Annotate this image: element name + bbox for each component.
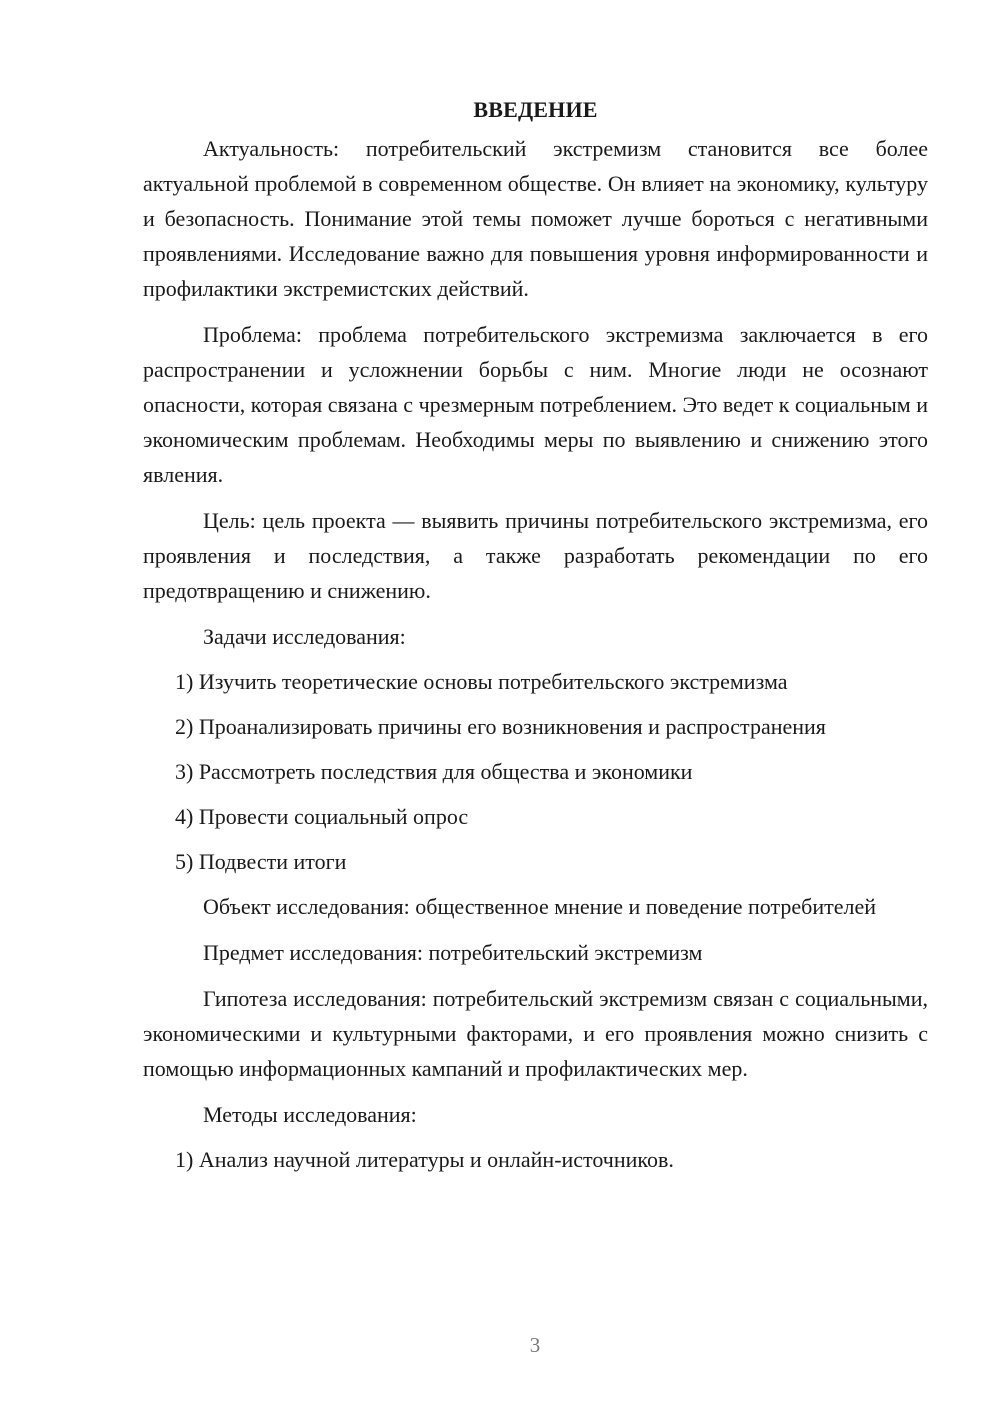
task-item-2: 2) Проанализировать причины его возникновения и распространения: [175, 714, 826, 739]
task-item-3: 3) Рассмотреть последствия для общества и экономики: [175, 759, 693, 784]
tasks-list: [143, 664, 928, 879]
object-paragraph: Объект исследования: общественное мнение и поведение потребителей: [203, 894, 877, 919]
methods-list: [143, 1142, 928, 1177]
problem-paragraph: Проблема: проблема потребительского экстремизма заключается в его распространении и усложнении борьбы с ним. Многие люди не осознают опасности, которая связана с чрезмерным потреблением. Это ведет к социальным и экономическим проблемам. Необходимы меры по выявлению и снижению этого явления.: [143, 322, 928, 487]
document-page: [143, 92, 928, 1187]
relevance-paragraph: Актуальность: потребительский экстремизм становится все более актуальной проблемой в современном обществе. Он влияет на экономику, культуру и безопасность. Понимание этой темы поможет лучше бороться с негативными проявлениями. Исследование важно для повышения уровня информированности и профилактики экстремистских действий.: [143, 136, 928, 301]
hypothesis-paragraph: Гипотеза исследования: потребительский экстремизм связан с социальными, экономическими и культурными факторами, и его проявления можно снизить с помощью информационных кампаний и профилактических мер.: [143, 986, 928, 1081]
document-title: ВВЕДЕНИЕ: [473, 97, 598, 122]
page-number: 3: [529, 1333, 541, 1357]
task-item-4: 4) Провести социальный опрос: [175, 804, 469, 829]
tasks-label: Задачи исследования:: [203, 624, 406, 649]
method-item-1: 1) Анализ научной литературы и онлайн-источников.: [175, 1147, 674, 1172]
goal-paragraph: Цель: цель проекта — выявить причины потребительского экстремизма, его проявления и последствия, а также разработать рекомендации по его предотвращению и снижению.: [143, 508, 928, 603]
methods-label: Методы исследования:: [203, 1102, 417, 1127]
task-item-1: 1) Изучить теоретические основы потребительского экстремизма: [175, 669, 788, 694]
subject-paragraph: Предмет исследования: потребительский экстремизм: [203, 940, 703, 965]
task-item-5: 5) Подвести итоги: [175, 849, 347, 874]
